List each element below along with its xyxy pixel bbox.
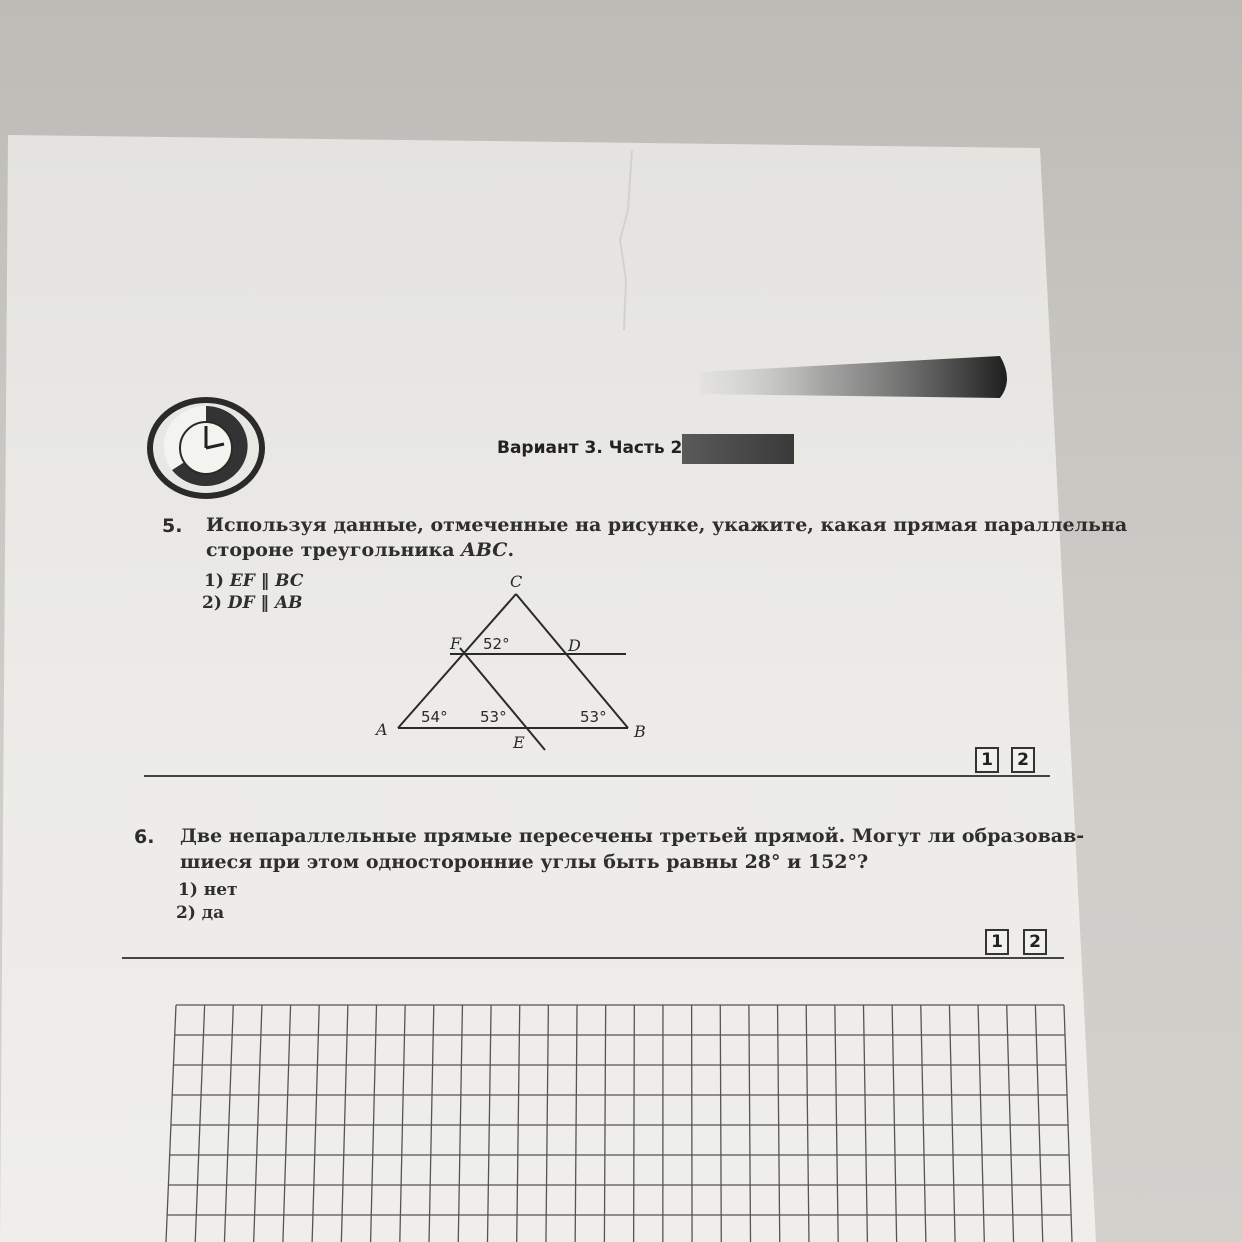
label-a: A bbox=[376, 720, 388, 739]
grid-line-vertical bbox=[546, 1005, 548, 1242]
q6-answer-box-2[interactable]: 2 bbox=[1023, 929, 1047, 955]
grid-line-vertical bbox=[978, 1005, 984, 1242]
label-f: F bbox=[450, 634, 462, 653]
q5-text-line1: Используя данные, отмеченные на рисунке, укажите, какая прямая параллельна bbox=[206, 514, 1128, 536]
grid-line-vertical bbox=[634, 1005, 635, 1242]
grid-line-vertical bbox=[429, 1005, 434, 1242]
q5-answer-box-1[interactable]: 1 bbox=[975, 747, 999, 773]
label-b: B bbox=[634, 722, 646, 741]
grid-line-vertical bbox=[371, 1005, 377, 1242]
label-d: D bbox=[568, 636, 581, 655]
variant-title: Вариант 3. Часть 2 bbox=[497, 438, 683, 458]
grid-line-vertical bbox=[254, 1005, 262, 1242]
q6-option-2: 2) да bbox=[176, 903, 225, 923]
grid-line-vertical bbox=[341, 1005, 348, 1242]
grid-line-vertical bbox=[224, 1005, 233, 1242]
q5-option-1: 1) EF ‖ BC bbox=[204, 571, 304, 591]
grid-line-vertical bbox=[863, 1005, 867, 1242]
grid-line-vertical bbox=[806, 1005, 809, 1242]
grid-line-vertical bbox=[166, 1005, 176, 1242]
label-e: E bbox=[513, 733, 525, 752]
grid-line-vertical bbox=[312, 1005, 319, 1242]
grid-line-vertical bbox=[949, 1005, 955, 1242]
grid-line-vertical bbox=[400, 1005, 405, 1242]
grid-line-vertical bbox=[604, 1005, 605, 1242]
q5-option-2: 2) DF ‖ AB bbox=[202, 593, 303, 613]
grid-line-vertical bbox=[283, 1005, 291, 1242]
angle-e: 53° bbox=[480, 708, 507, 726]
grid-line-vertical bbox=[1064, 1005, 1072, 1242]
q5-answer-box-2[interactable]: 2 bbox=[1011, 747, 1035, 773]
grid-line-vertical bbox=[575, 1005, 577, 1242]
q6-option-1: 1) нет bbox=[178, 880, 238, 900]
grid-line-vertical bbox=[892, 1005, 897, 1242]
label-c: C bbox=[510, 572, 523, 591]
angle-a: 54° bbox=[421, 708, 448, 726]
grid-line-vertical bbox=[195, 1005, 204, 1242]
grid-line-vertical bbox=[1007, 1005, 1014, 1242]
grid-line-vertical bbox=[720, 1005, 721, 1242]
q6-answer-box-1[interactable]: 1 bbox=[985, 929, 1009, 955]
grid-line-vertical bbox=[458, 1005, 462, 1242]
grid-line-vertical bbox=[921, 1005, 926, 1242]
angle-f: 52° bbox=[483, 635, 510, 653]
grid-line-vertical bbox=[517, 1005, 520, 1242]
grid-line-vertical bbox=[778, 1005, 780, 1242]
q6-number: 6. bbox=[134, 826, 155, 848]
grid-line-vertical bbox=[835, 1005, 838, 1242]
angle-b: 53° bbox=[580, 708, 607, 726]
q5-text-line2: стороне треугольника ABC. bbox=[206, 539, 515, 561]
q6-text-line2: шиеся при этом односторонние углы быть равны 28° и 152°? bbox=[180, 851, 869, 873]
grid-line-vertical bbox=[1035, 1005, 1042, 1242]
q5-number: 5. bbox=[162, 515, 183, 537]
grid-line-vertical bbox=[487, 1005, 491, 1242]
q6-text-line1: Две непараллельные прямые пересечены третьей прямой. Могут ли образовав- bbox=[180, 825, 1085, 847]
grid-line-vertical bbox=[749, 1005, 751, 1242]
